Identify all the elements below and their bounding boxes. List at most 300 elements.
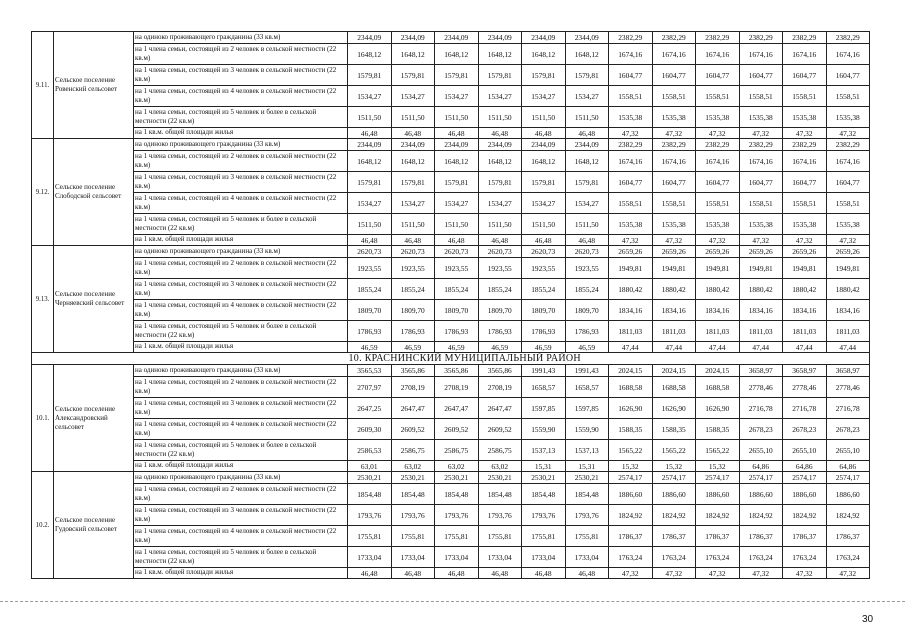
rate-value-cell: 1648,12 [348,44,392,65]
rate-value-cell: 1535,38 [783,107,827,128]
rate-value-cell: 2609,30 [348,419,392,440]
rate-value-cell: 1811,03 [609,321,653,342]
rate-value-cell: 1674,16 [696,151,740,172]
rate-value-cell: 1786,37 [652,526,696,547]
rate-value-cell: 1534,27 [478,193,522,214]
settlement-name: Сельское поселение Александровский сельсовет [54,365,134,472]
rate-value-cell: 1733,04 [565,547,609,568]
rate-value-cell: 2344,09 [522,139,566,151]
settlement-number: 10.2. [32,472,54,579]
rate-value-cell: 1658,57 [565,377,609,398]
rate-description: на 1 члена семьи, состоящей из 4 человек в сельской местности (22 кв.м) [134,300,348,321]
rate-value-cell: 1854,48 [478,484,522,505]
rate-value-cell: 1674,16 [609,151,653,172]
rate-value-cell: 1648,12 [348,151,392,172]
rate-value-cell: 1991,43 [522,365,566,377]
rate-value-cell: 2659,26 [739,246,783,258]
rate-value-cell: 46,48 [391,128,435,139]
rate-value-cell: 1854,48 [348,484,392,505]
table-row [32,398,870,419]
rate-value-cell: 2574,17 [609,472,653,484]
rate-value-cell: 1923,55 [522,258,566,279]
rate-value-cell: 1626,90 [609,398,653,419]
rate-value-cell: 15,32 [609,461,653,472]
table-row [32,377,870,398]
rate-value-cell: 1674,16 [696,44,740,65]
rate-value-cell: 1604,77 [826,172,870,193]
rate-value-cell: 2344,09 [391,32,435,44]
rate-value-cell: 1824,92 [783,505,827,526]
rate-value-cell: 2659,26 [652,246,696,258]
rate-value-cell: 1809,70 [565,300,609,321]
rate-description: на 1 члена семьи, состоящей из 2 человек в сельской местности (22 кв.м) [134,44,348,65]
rate-value-cell: 47,32 [739,568,783,579]
rate-value-cell: 1579,81 [348,65,392,86]
rate-value-cell: 1534,27 [435,193,479,214]
rate-description: на 1 члена семьи, состоящей из 2 человек в сельской местности (22 кв.м) [134,258,348,279]
rate-value-cell: 2344,09 [435,32,479,44]
rate-value-cell: 2609,52 [435,419,479,440]
rate-value-cell: 2778,46 [739,377,783,398]
rate-value-cell: 1733,04 [348,547,392,568]
rate-description: на 1 кв.м. общей площади жилья [134,128,348,139]
rate-value-cell: 1793,76 [522,505,566,526]
rate-value-cell: 2382,29 [652,32,696,44]
rate-value-cell: 1558,51 [696,86,740,107]
rate-value-cell: 47,32 [826,568,870,579]
rate-value-cell: 1811,03 [696,321,740,342]
rate-value-cell: 46,48 [522,235,566,246]
rate-value-cell: 1537,13 [522,440,566,461]
rate-description: на 1 кв.м. общей площади жилья [134,568,348,579]
rate-value-cell: 1534,27 [391,193,435,214]
rate-value-cell: 1558,51 [739,193,783,214]
rate-value-cell: 1674,16 [739,44,783,65]
rate-value-cell: 1763,24 [696,547,740,568]
rate-value-cell: 1811,03 [783,321,827,342]
rate-value-cell: 47,32 [609,568,653,579]
rate-value-cell: 1880,42 [783,279,827,300]
table-row [32,484,870,505]
table-row [32,365,870,377]
rate-value-cell: 1558,51 [783,86,827,107]
rate-value-cell: 1949,81 [609,258,653,279]
rate-value-cell: 1763,24 [609,547,653,568]
rate-value-cell: 47,32 [783,568,827,579]
rate-value-cell: 1949,81 [783,258,827,279]
rate-value-cell: 1923,55 [391,258,435,279]
rate-value-cell: 1855,24 [435,279,479,300]
rate-value-cell: 2609,52 [391,419,435,440]
rate-value-cell: 47,44 [826,342,870,353]
rate-value-cell: 47,32 [739,235,783,246]
rate-description: на 1 члена семьи, состоящей из 4 человек в сельской местности (22 кв.м) [134,526,348,547]
rate-value-cell: 1886,60 [783,484,827,505]
rate-value-cell: 2382,29 [783,139,827,151]
rate-value-cell: 1511,50 [565,214,609,235]
rate-value-cell: 1786,93 [522,321,566,342]
rate-value-cell: 1674,16 [826,151,870,172]
settlement-number: 9.11. [32,32,54,139]
rate-value-cell: 2620,73 [348,246,392,258]
rate-value-cell: 1534,27 [565,193,609,214]
table-row [32,505,870,526]
rate-value-cell: 1511,50 [435,214,479,235]
rate-value-cell: 1558,51 [696,193,740,214]
rate-value-cell: 1763,24 [652,547,696,568]
table-row [32,526,870,547]
rate-value-cell: 1579,81 [435,65,479,86]
rate-value-cell: 2530,21 [348,472,392,484]
rate-value-cell: 2574,17 [696,472,740,484]
rate-value-cell: 1793,76 [391,505,435,526]
rate-value-cell: 1604,77 [652,65,696,86]
rate-value-cell: 1579,81 [391,172,435,193]
rate-value-cell: 1534,27 [522,86,566,107]
rate-value-cell: 2586,53 [348,440,392,461]
rate-value-cell: 1674,16 [609,44,653,65]
table-row [32,342,870,353]
rate-value-cell: 1809,70 [522,300,566,321]
page-number: 30 [862,614,874,625]
tariff-table [31,31,870,579]
rate-value-cell: 1558,51 [609,86,653,107]
rate-value-cell: 1991,43 [565,365,609,377]
rate-value-cell: 1886,60 [739,484,783,505]
rate-description: на одиноко проживающего гражданина (33 кв.м) [134,365,348,377]
rate-value-cell: 1880,42 [826,279,870,300]
rate-value-cell: 2647,25 [348,398,392,419]
rate-value-cell: 1674,16 [826,44,870,65]
page-bottom-rule [0,601,905,602]
table-row [32,321,870,342]
rate-value-cell: 1733,04 [478,547,522,568]
table-row [32,86,870,107]
rate-value-cell: 63,02 [478,461,522,472]
rate-value-cell: 1923,55 [478,258,522,279]
rate-value-cell: 2716,78 [826,398,870,419]
rate-value-cell: 47,32 [696,568,740,579]
rate-value-cell: 2344,09 [435,139,479,151]
rate-value-cell: 2620,73 [522,246,566,258]
table-row [32,547,870,568]
rate-description: на 1 члена семьи, состоящей из 3 человек в сельской местности (22 кв.м) [134,398,348,419]
rate-description: на 1 кв.м. общей площади жилья [134,235,348,246]
rate-value-cell: 46,48 [348,568,392,579]
rate-value-cell: 2344,09 [478,32,522,44]
rate-value-cell: 2344,09 [391,139,435,151]
rate-value-cell: 1535,38 [826,107,870,128]
rate-value-cell: 2344,09 [348,139,392,151]
rate-value-cell: 1511,50 [391,107,435,128]
rate-value-cell: 2382,29 [826,139,870,151]
rate-value-cell: 1565,22 [652,440,696,461]
rate-value-cell: 1535,38 [739,107,783,128]
table-row [32,65,870,86]
rate-value-cell: 1648,12 [435,151,479,172]
rate-value-cell: 2382,29 [696,32,740,44]
rate-value-cell: 2659,26 [826,246,870,258]
district-heading: 10. КРАСНИНСКИЙ МУНИЦИПАЛЬНЫЙ РАЙОН [348,353,870,365]
rate-value-cell: 1923,55 [565,258,609,279]
rate-value-cell: 2382,29 [652,139,696,151]
rate-value-cell: 1579,81 [522,65,566,86]
rate-value-cell: 46,48 [478,235,522,246]
rate-value-cell: 46,48 [391,235,435,246]
rate-value-cell: 1535,38 [826,214,870,235]
rate-value-cell: 1763,24 [783,547,827,568]
rate-value-cell: 1923,55 [348,258,392,279]
rate-value-cell: 1886,60 [826,484,870,505]
rate-description: на 1 кв.м. общей площади жилья [134,342,348,353]
rate-value-cell: 2678,23 [826,419,870,440]
rate-value-cell: 1534,27 [478,86,522,107]
rate-value-cell: 1886,60 [652,484,696,505]
rate-value-cell: 1511,50 [565,107,609,128]
rate-value-cell: 2574,17 [826,472,870,484]
rate-value-cell: 1733,04 [435,547,479,568]
rate-value-cell: 1811,03 [826,321,870,342]
rate-value-cell: 15,31 [565,461,609,472]
rate-value-cell: 1880,42 [696,279,740,300]
table-row [32,193,870,214]
rate-value-cell: 1755,81 [391,526,435,547]
rate-value-cell: 47,32 [652,235,696,246]
rate-value-cell: 2647,47 [435,398,479,419]
rate-value-cell: 47,44 [652,342,696,353]
rate-value-cell: 46,48 [348,235,392,246]
rate-value-cell: 1558,51 [826,86,870,107]
rate-value-cell: 1855,24 [565,279,609,300]
rate-value-cell: 1511,50 [348,214,392,235]
table-row [32,44,870,65]
rate-value-cell: 2382,29 [696,139,740,151]
rate-value-cell: 1674,16 [783,151,827,172]
settlement-name: Сельское поселение Гудовский сельсовет [54,472,134,579]
heading-spacer-cell [32,353,348,365]
rate-value-cell: 2778,46 [826,377,870,398]
rate-value-cell: 2586,75 [391,440,435,461]
rate-value-cell: 1534,27 [435,86,479,107]
rate-description: на 1 члена семьи, состоящей из 4 человек в сельской местности (22 кв.м) [134,86,348,107]
rate-value-cell: 46,48 [435,128,479,139]
rate-value-cell: 2647,47 [478,398,522,419]
rate-value-cell: 1688,58 [652,377,696,398]
rate-value-cell: 1733,04 [522,547,566,568]
rate-value-cell: 1535,38 [652,107,696,128]
rate-value-cell: 1604,77 [783,172,827,193]
rate-description: на одиноко проживающего гражданина (33 кв.м) [134,246,348,258]
rate-value-cell: 1755,81 [348,526,392,547]
rate-value-cell: 1537,13 [565,440,609,461]
rate-value-cell: 2647,47 [391,398,435,419]
table-row [32,279,870,300]
rate-value-cell: 1880,42 [739,279,783,300]
table-row [32,419,870,440]
rate-value-cell: 1811,03 [652,321,696,342]
rate-value-cell: 1793,76 [435,505,479,526]
rate-value-cell: 1604,77 [652,172,696,193]
rate-value-cell: 1558,51 [826,193,870,214]
rate-description: на 1 члена семьи, состоящей из 5 человек и более в сельской местности (22 кв.м) [134,321,348,342]
rate-value-cell: 46,48 [522,568,566,579]
rate-value-cell: 1558,51 [609,193,653,214]
rate-value-cell: 1535,38 [609,214,653,235]
rate-value-cell: 2530,21 [522,472,566,484]
rate-value-cell: 1786,93 [348,321,392,342]
rate-value-cell: 2678,23 [739,419,783,440]
rate-value-cell: 1604,77 [826,65,870,86]
rate-value-cell: 1786,37 [739,526,783,547]
rate-description: на одиноко проживающего гражданина (33 кв.м) [134,32,348,44]
rate-value-cell: 1674,16 [652,44,696,65]
rate-value-cell: 2382,29 [739,139,783,151]
rate-value-cell: 63,02 [391,461,435,472]
settlement-name: Сельское поселение Черняевский сельсовет [54,246,134,353]
rate-value-cell: 1579,81 [435,172,479,193]
rate-value-cell: 47,32 [783,128,827,139]
rate-value-cell: 3658,97 [783,365,827,377]
rate-value-cell: 1855,24 [522,279,566,300]
rate-value-cell: 1824,92 [609,505,653,526]
rate-value-cell: 1658,57 [522,377,566,398]
rate-value-cell: 1824,92 [652,505,696,526]
rate-value-cell: 47,32 [609,235,653,246]
rate-value-cell: 46,48 [435,568,479,579]
rate-value-cell: 1511,50 [522,214,566,235]
rate-value-cell: 2678,23 [783,419,827,440]
rate-value-cell: 1511,50 [348,107,392,128]
district-heading-row [32,353,870,365]
rate-value-cell: 46,48 [435,235,479,246]
rate-value-cell: 1674,16 [739,151,783,172]
rate-value-cell: 1755,81 [565,526,609,547]
rate-value-cell: 1511,50 [435,107,479,128]
rate-value-cell: 2574,17 [739,472,783,484]
rate-value-cell: 1588,35 [652,419,696,440]
rate-value-cell: 2716,78 [739,398,783,419]
rate-value-cell: 1648,12 [435,44,479,65]
rate-description: на 1 члена семьи, состоящей из 5 человек и более в сельской местности (22 кв.м) [134,440,348,461]
settlement-number: 9.13. [32,246,54,353]
rate-description: на одиноко проживающего гражданина (33 кв.м) [134,472,348,484]
rate-value-cell: 1579,81 [565,172,609,193]
rate-value-cell: 1511,50 [478,214,522,235]
rate-value-cell: 1886,60 [696,484,740,505]
rate-value-cell: 1604,77 [696,65,740,86]
rate-description: на 1 члена семьи, состоящей из 5 человек и более в сельской местности (22 кв.м) [134,107,348,128]
rate-value-cell: 1648,12 [522,44,566,65]
rate-value-cell: 2024,15 [652,365,696,377]
rate-value-cell: 1626,90 [696,398,740,419]
rate-value-cell: 2620,73 [391,246,435,258]
rate-value-cell: 15,32 [652,461,696,472]
rate-value-cell: 1648,12 [522,151,566,172]
rate-value-cell: 2530,21 [478,472,522,484]
rate-value-cell: 1688,58 [609,377,653,398]
table-row [32,151,870,172]
rate-value-cell: 1579,81 [391,65,435,86]
rate-value-cell: 1786,37 [826,526,870,547]
rate-value-cell: 1755,81 [478,526,522,547]
rate-value-cell: 46,48 [391,568,435,579]
rate-description: на 1 члена семьи, состоящей из 4 человек в сельской местности (22 кв.м) [134,419,348,440]
rate-description: на одиноко проживающего гражданина (33 кв.м) [134,139,348,151]
rate-value-cell: 1648,12 [565,44,609,65]
rate-value-cell: 1834,16 [609,300,653,321]
rate-value-cell: 1755,81 [522,526,566,547]
rate-value-cell: 2620,73 [565,246,609,258]
rate-value-cell: 1854,48 [565,484,609,505]
rate-value-cell: 1854,48 [435,484,479,505]
rate-value-cell: 1855,24 [478,279,522,300]
rate-value-cell: 46,59 [435,342,479,353]
rate-value-cell: 1604,77 [609,65,653,86]
rate-value-cell: 63,02 [435,461,479,472]
rate-value-cell: 2530,21 [565,472,609,484]
rate-value-cell: 2707,97 [348,377,392,398]
rate-value-cell: 1688,58 [696,377,740,398]
table-row [32,258,870,279]
rate-value-cell: 64,86 [783,461,827,472]
rate-value-cell: 1880,42 [609,279,653,300]
rate-value-cell: 1535,38 [783,214,827,235]
rate-value-cell: 1793,76 [478,505,522,526]
rate-value-cell: 2344,09 [522,32,566,44]
rate-value-cell: 1809,70 [435,300,479,321]
rate-value-cell: 2659,26 [783,246,827,258]
rate-value-cell: 1534,27 [522,193,566,214]
rate-description: на 1 кв.м. общей площади жилья [134,461,348,472]
rate-value-cell: 1786,93 [565,321,609,342]
rate-description: на 1 члена семьи, состоящей из 3 человек в сельской местности (22 кв.м) [134,172,348,193]
rate-value-cell: 3565,53 [348,365,392,377]
rate-value-cell: 47,32 [696,235,740,246]
rate-value-cell: 2620,73 [478,246,522,258]
rate-value-cell: 1534,27 [348,193,392,214]
rate-value-cell: 1579,81 [478,172,522,193]
rate-value-cell: 47,44 [783,342,827,353]
rate-value-cell: 47,44 [696,342,740,353]
rate-value-cell: 1559,90 [522,419,566,440]
rate-value-cell: 1579,81 [478,65,522,86]
rate-value-cell: 2655,10 [826,440,870,461]
rate-value-cell: 1558,51 [739,86,783,107]
settlement-number: 10.1. [32,365,54,472]
rate-value-cell: 1674,16 [652,151,696,172]
table-row [32,568,870,579]
rate-value-cell: 2382,29 [609,32,653,44]
rate-value-cell: 1534,27 [391,86,435,107]
rate-value-cell: 1565,22 [696,440,740,461]
rate-value-cell: 1763,24 [739,547,783,568]
rate-value-cell: 1886,60 [609,484,653,505]
rate-value-cell: 1597,85 [522,398,566,419]
rate-value-cell: 1811,03 [739,321,783,342]
rate-value-cell: 46,48 [478,128,522,139]
rate-description: на 1 члена семьи, состоящей из 3 человек в сельской местности (22 кв.м) [134,65,348,86]
rate-value-cell: 1535,38 [696,107,740,128]
rate-value-cell: 1648,12 [565,151,609,172]
rate-value-cell: 1674,16 [783,44,827,65]
rate-value-cell: 1597,85 [565,398,609,419]
rate-value-cell: 47,32 [609,128,653,139]
rate-value-cell: 1786,37 [783,526,827,547]
rate-description: на 1 члена семьи, состоящей из 2 человек в сельской местности (22 кв.м) [134,377,348,398]
rate-value-cell: 47,32 [739,128,783,139]
rate-value-cell: 1949,81 [739,258,783,279]
rate-value-cell: 2620,73 [435,246,479,258]
